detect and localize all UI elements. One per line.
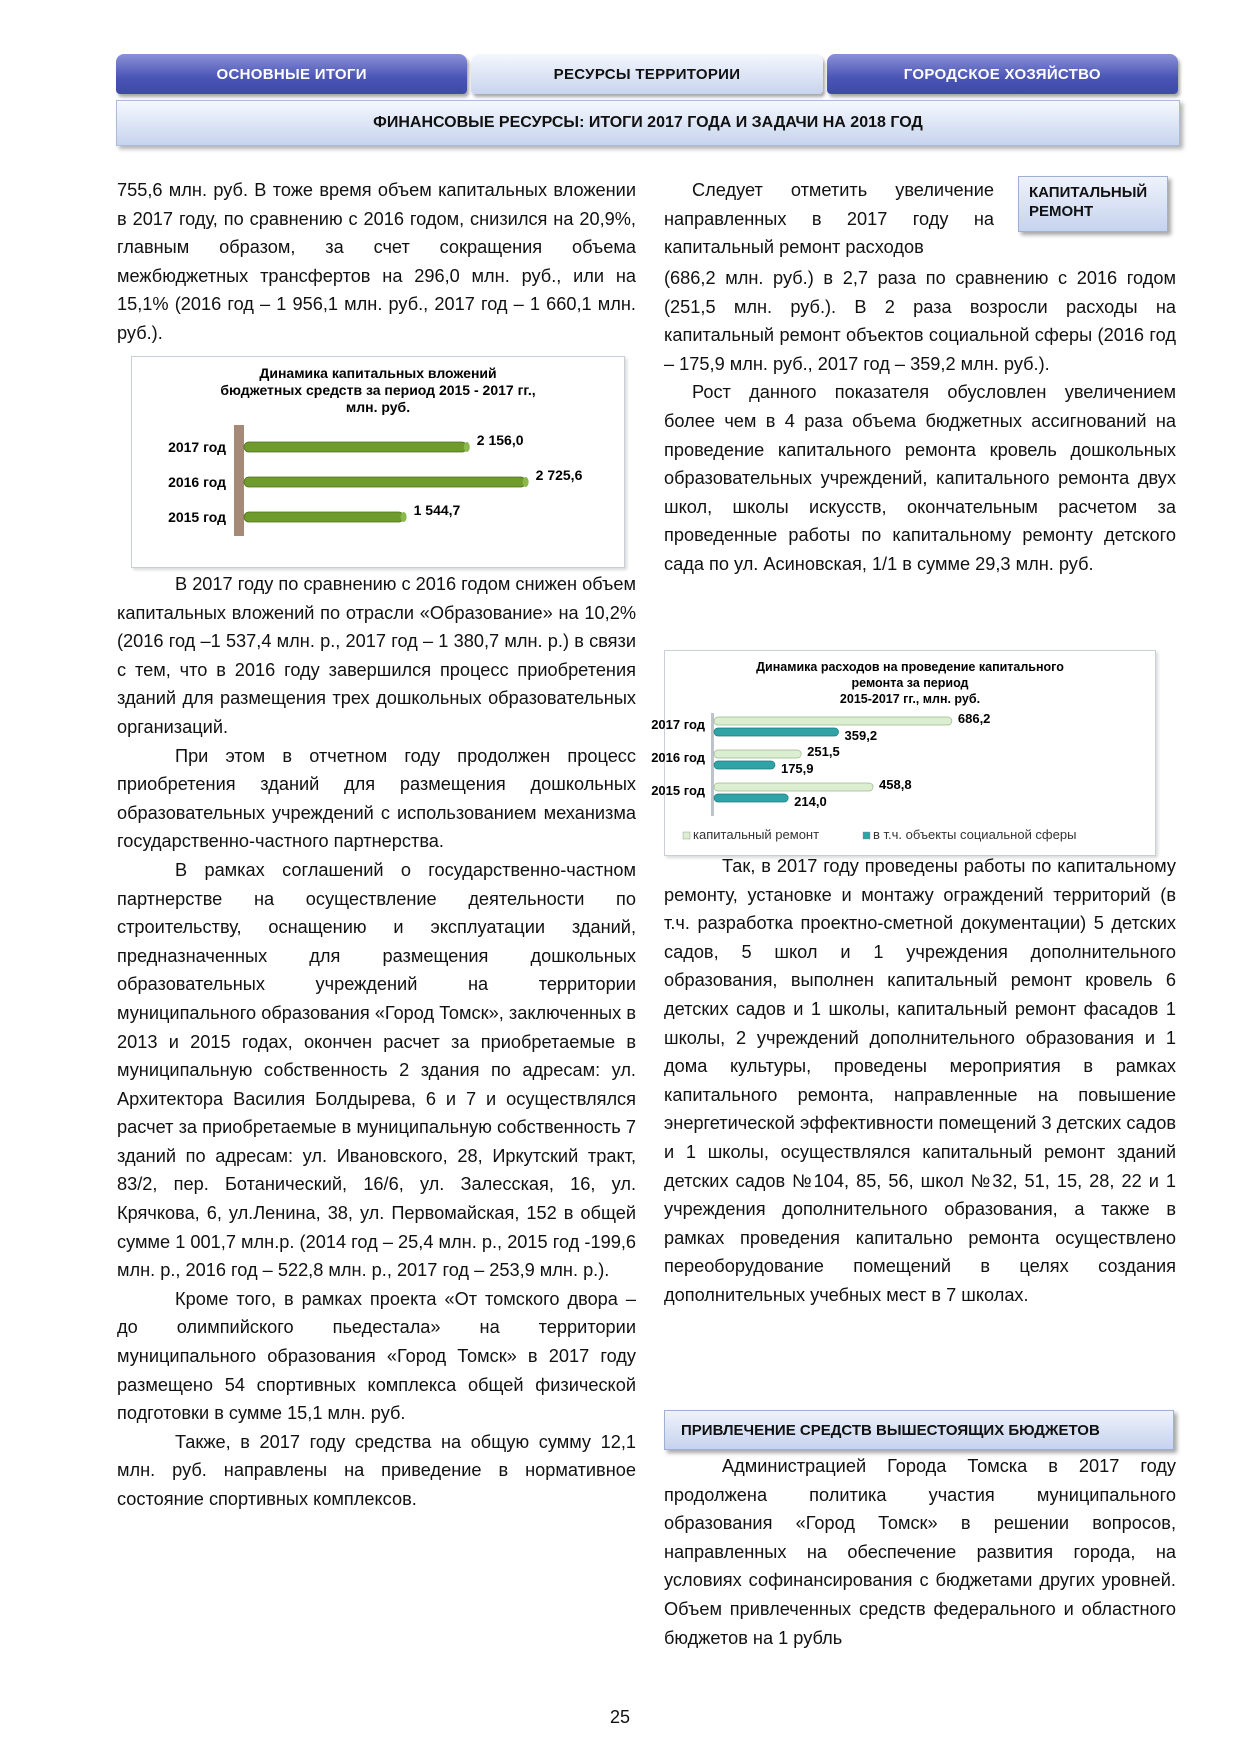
chart-bar (714, 750, 801, 758)
chart-bar (714, 728, 839, 736)
legend-label: в т.ч. объекты социальной сферы (873, 827, 1077, 842)
right-column-continued (664, 852, 1176, 1310)
chart-bar-cap (401, 512, 407, 522)
chart-bar (714, 794, 788, 802)
section-tabs (116, 54, 1178, 94)
chart-data-label: 686,2 (957, 711, 991, 726)
paragraph: Кроме того, в рамках проекта «От томского двора – до олимпийского пьедестала» на территории муниципального образования «Город Томск» в 2017 году размещено 54 спортивных комплекса общей физической подготовки в сумме 15,1 млн. руб. (117, 1288, 636, 1424)
higher-budgets-heading: ПРИВЛЕЧЕНИЕ СРЕДСТВ ВЫШЕСТОЯЩИХ БЮДЖЕТОВ (664, 1410, 1174, 1450)
tab-city-economy[interactable]: ГОРОДСКОЕ ХОЗЯЙСТВО (827, 54, 1178, 94)
paragraph: Так, в 2017 году проведены работы по капитальному ремонту, установке и монтажу ограждений территорий (в т.ч. разработка проектно-сметной документации) 5 детских садов, 5 школ и 1 учреждения дополнительного образования, выполнен капитальный ремонт кровель 6 детских садов и 1 школы, капитальный ремонт фасадов 1 школы, 2 учреждений дополнительного образования и 1 дома культуры, проведены мероприятия в рамках капитального ремонта, направленные на повышение энергетической эффективности помещений 3 детских садов и 1 школы, осуществлялся капитальный ремонт зданий детских садов №104, 85, 56, школ №32, 51, 15, 28, 22 и 1 учреждения дополнительного образования, а также в рамках проведения капитально ремонта осуществлено переоборудование помещений в целях создания дополнительных учебных мест в 7 школах. (664, 856, 1176, 1305)
paragraph: (686,2 млн. руб.) в 2,7 раза по сравнению с 2016 годом (251,5 млн. руб.). В 2 раза возросли расходы на капитальный ремонт объектов социальной сферы (2016 год – 175,9 млн. руб., 2017 год – 359,2 млн. руб.). (664, 268, 1176, 374)
legend-label: капитальный ремонт (693, 827, 820, 842)
chart-axis-wall (234, 425, 244, 536)
lead-text: Следует отметить увеличение направленных в 2017 году на капитальный ремонт расходов (664, 180, 994, 258)
paragraph: В рамках соглашений о государственно-частном партнерстве на осуществление деятельности по строительству, оснащению и эксплуатации зданий, предназначенных для размещения дошкольных образовательных учреждений на территории муниципального образования «Город Томск», заключенных в 2013 и 2015 годах, окончен расчет за приобретаемые в муниципальную собственность 2 здания по адресам: ул. Архитектора Василия Болдырева, 6 и 7 и осуществлялся расчет за приобретаемые в муниципальную собственность 7 зданий по адресам: ул. Ивановского, 28, Иркутский тракт, 83/2, пер. Ботанический, 16/6, ул. Залесская, 16, ул. Крячкова, 6, ул.Ленина, 38, ул. Первомайская, 152 в общей сумме 1 001,7 млн.р. (2014 год – 25,4 млн. р., 2015 год -199,6 млн. р., 2016 год – 522,8 млн. р., 2017 год – 253,9 млн. р.). (117, 859, 636, 1281)
chart-title-line: ремонта за период (851, 676, 969, 690)
right-column-end (664, 1452, 1176, 1652)
paragraph: Рост данного показателя обусловлен увеличением более чем в 4 раза объема бюджетных ассигнований на проведение капитального ремонта кровель дошкольных образовательных учреждений, капитального ремонта двух школ, школы искусств, окончательным расчетом за проведенные работы по капитальному ремонту детского сада по ул. Асиновская, 1/1 в сумме 29,3 млн. руб. (664, 382, 1176, 574)
chart-title-line: Динамика расходов на проведение капитального (756, 660, 1064, 674)
chart-bar (244, 442, 467, 452)
paragraph: Также, в 2017 году средства на общую сумму 12,1 млн. руб. направлены на приведение в нормативное состояние спортивных комплексов. (117, 1431, 636, 1509)
legend-swatch (863, 832, 870, 839)
chart-category-label: 2015 год (168, 509, 226, 525)
chart-title-line: бюджетных средств за период 2015 - 2017 гг., (220, 382, 536, 398)
chart-bar (714, 717, 952, 725)
capital-repair-heading: КАПИТАЛЬНЫЙ РЕМОНТ (1018, 176, 1168, 232)
chart-title-line: 2015-2017 гг., млн. руб. (839, 692, 981, 706)
chart-bar (714, 761, 775, 769)
chart-data-label: 175,9 (780, 761, 814, 776)
section-banner: ФИНАНСОВЫЕ РЕСУРСЫ: ИТОГИ 2017 ГОДА И ЗАДАЧИ НА 2018 ГОД (116, 100, 1180, 146)
chart-data-label: 2 725,6 (535, 467, 583, 483)
right-column (664, 264, 1176, 579)
paragraph: Администрацией Города Томска в 2017 году продолжена политика участия муниципального образования «Город Томск» в решении вопросов, направленных на обеспечение развития города, на условиях софинансирования с бюджетами других уровней. Объем привлеченных средств федерального и областного бюджетов на 1 рубль (664, 1456, 1176, 1648)
chart-category-label: 2016 год (651, 750, 705, 765)
paragraph: При этом в отчетном году продолжен процесс приобретения зданий для размещения дошкольных образовательных учреждений с использованием механизма государственно-частного партнерства. (117, 745, 636, 852)
left-column-continued (117, 570, 636, 1514)
legend-swatch (683, 832, 690, 839)
chart-bar-cap (464, 442, 470, 452)
chart-category-label: 2017 год (651, 717, 705, 732)
chart-axis-wall (711, 713, 714, 816)
capital-investment-chart-svg (132, 357, 624, 567)
chart-data-label: 2 156,0 (476, 432, 524, 448)
paragraph: 755,6 млн. руб. В тоже время объем капитальных вложении в 2017 году, по сравнению с 2016 годом, снизился на 20,9%, главным образом, за счет сокращения объема межбюджетных трансфертов на 296,0 млн. руб., или на 15,1% (2016 год – 1 956,1 млн. руб., 2017 год – 1 660,1 млн. руб.). (117, 180, 636, 343)
chart-title-line: Динамика капитальных вложений (259, 365, 497, 381)
capital-repair-chart-svg (651, 651, 1155, 855)
chart-bar (244, 477, 526, 487)
chart-data-label: 359,2 (844, 728, 878, 743)
chart-title-line: млн. руб. (345, 399, 411, 415)
chart-category-label: 2017 год (168, 439, 226, 455)
page-number: 25 (609, 1707, 631, 1727)
capital-investment-chart (131, 356, 625, 568)
chart-data-label: 1 544,7 (413, 502, 461, 518)
left-column (117, 176, 636, 348)
chart-data-label: 251,5 (807, 744, 840, 759)
chart-bar-cap (523, 477, 529, 487)
chart-data-label: 214,0 (794, 794, 827, 809)
paragraph-lead (664, 176, 994, 262)
chart-bar (244, 512, 404, 522)
chart-category-label: 2016 год (168, 474, 226, 490)
chart-data-label: 458,8 (879, 777, 912, 792)
tab-territory-resources[interactable]: РЕСУРСЫ ТЕРРИТОРИИ (471, 54, 822, 94)
paragraph: В 2017 году по сравнению с 2016 годом снижен объем капитальных вложений по отрасли «Образование» на 10,2% (2016 год –1 537,4 млн. р., 2017 год – 1 380,7 млн. р.) в связи с тем, что в 2016 году завершился процесс приобретения зданий для размещения трех дошкольных образовательных организаций. (117, 574, 636, 737)
chart-category-label: 2015 год (651, 783, 705, 798)
tab-main-results[interactable]: ОСНОВНЫЕ ИТОГИ (116, 54, 467, 94)
capital-repair-chart (651, 650, 1156, 856)
chart-bar (714, 783, 873, 791)
